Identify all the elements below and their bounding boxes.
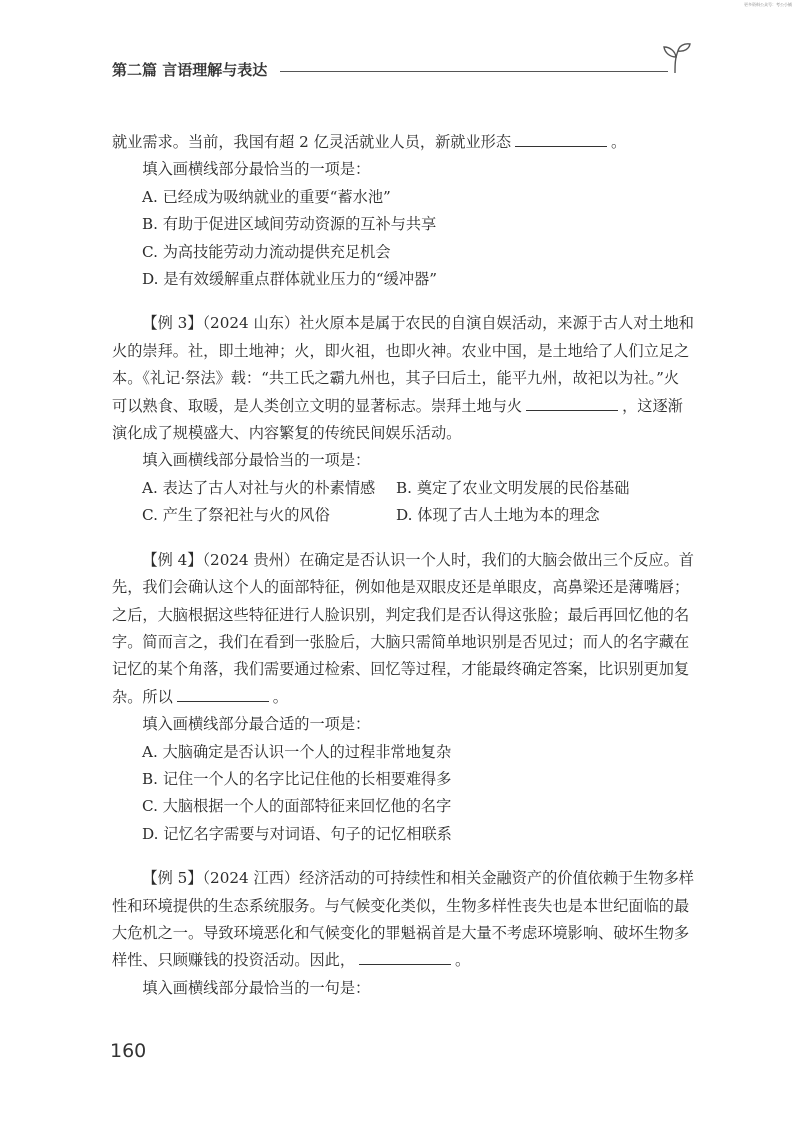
question-previous bbox=[112, 129, 694, 293]
question-example-4 bbox=[112, 547, 694, 848]
option-b: B. 记住一个人的名字比记住他的长相要难得多 bbox=[142, 769, 452, 788]
option-d: D. 记忆名字需要与对词语、句子的记忆相联系 bbox=[142, 824, 452, 843]
stem-text: 。 bbox=[272, 687, 288, 706]
header-rule bbox=[280, 71, 668, 72]
stem-text: 。 bbox=[455, 951, 471, 970]
option-c: C. 产生了祭祀社与火的风俗 bbox=[142, 506, 330, 525]
question-example-5 bbox=[112, 865, 694, 1002]
question-stem bbox=[112, 310, 694, 447]
watermark: 更多资料公众号：考公小铺 bbox=[744, 2, 792, 7]
question-stem bbox=[112, 129, 694, 156]
option-a: A. 大脑确定是否认识一个人的过程非常地复杂 bbox=[142, 742, 452, 761]
content bbox=[112, 129, 694, 1002]
stem-text: 【例 5】（2024 江西）经济活动的可持续性和相关金融资产的价值依赖于生物多样性和环境提供的生态系统服务。与气候变化类似，生物多样性丧失也是本世纪面临的最大危机之一。导致环境恶化和气候变化的罪魁祸首是大量不考虑环境影响、破坏生物多样性、只顾赚钱的投资活动。因此， bbox=[112, 869, 694, 970]
answer-blank bbox=[177, 686, 269, 702]
option-c: C. 为高技能劳动力流动提供充足机会 bbox=[142, 242, 391, 261]
option-a: A. 表达了古人对社与火的朴素情感 bbox=[142, 478, 376, 497]
option-row bbox=[112, 502, 694, 529]
question-stem bbox=[112, 547, 694, 711]
question-prompt: 填入画横线部分最恰当的一项是： bbox=[142, 451, 371, 470]
question-prompt: 填入画横线部分最合适的一项是： bbox=[142, 715, 371, 734]
question-example-3 bbox=[112, 310, 694, 529]
option-d: D. 体现了古人土地为本的理念 bbox=[396, 506, 600, 525]
section-title: 第二篇 言语理解与表达 bbox=[112, 61, 268, 79]
option-a: A. 已经成为吸纳就业的重要“蓄水池” bbox=[142, 187, 391, 206]
stem-text: 【例 3】（2024 山东）社火原本是属于农民的自演自娱活动，来源于古人对土地和火的崇拜。社，即土地神；火，即火祖，也即火神。农业中国，是土地给了人们立足之本。《礼记·祭法》载：“共工氏之霸九州也，其子曰后土，能平九州，故祀以为社。”火可以熟食、取暖，是人类创立文明的显著标志。崇拜土地与火 bbox=[112, 314, 694, 415]
answer-blank bbox=[359, 949, 451, 965]
option-d: D. 是有效缓解重点群体就业压力的“缓冲器” bbox=[142, 270, 438, 289]
sprout-icon bbox=[662, 42, 692, 74]
page-header bbox=[112, 58, 692, 84]
question-prompt: 填入画横线部分最恰当的一项是： bbox=[142, 160, 371, 179]
stem-text: ，这逐渐演化成了规模盛大、内容繁复的传统民间娱乐活动。 bbox=[112, 396, 683, 443]
answer-blank bbox=[526, 395, 618, 411]
option-c: C. 大脑根据一个人的面部特征来回忆他的名字 bbox=[142, 797, 452, 816]
question-prompt: 填入画横线部分最恰当的一句是： bbox=[142, 978, 371, 997]
question-stem bbox=[112, 865, 694, 975]
option-row bbox=[112, 475, 694, 502]
answer-blank bbox=[515, 131, 607, 147]
stem-text: 。 bbox=[611, 133, 627, 151]
stem-text: 就业需求。当前，我国有超 2 亿灵活就业人员，新就业形态 bbox=[112, 133, 512, 151]
page-number: 160 bbox=[110, 1040, 147, 1062]
stem-text: 【例 4】（2024 贵州）在确定是否认识一个人时，我们的大脑会做出三个反应。首先，我们会确认这个人的面部特征，例如他是双眼皮还是单眼皮，高鼻梁还是薄嘴唇；之后，大脑根据这些特征进行人脸识别，判定我们是否认得这张脸；最后再回忆他的名字。简而言之，我们在看到一张脸后，大脑只需简单地识别是否见过；而人的名字藏在记忆的某个角落，我们需要通过检索、回忆等过程，才能最终确定答案，比识别更加复杂。所以 bbox=[112, 550, 694, 706]
option-b: B. 有助于促进区域间劳动资源的互补与共享 bbox=[142, 215, 437, 234]
option-b: B. 奠定了农业文明发展的民俗基础 bbox=[396, 478, 630, 497]
